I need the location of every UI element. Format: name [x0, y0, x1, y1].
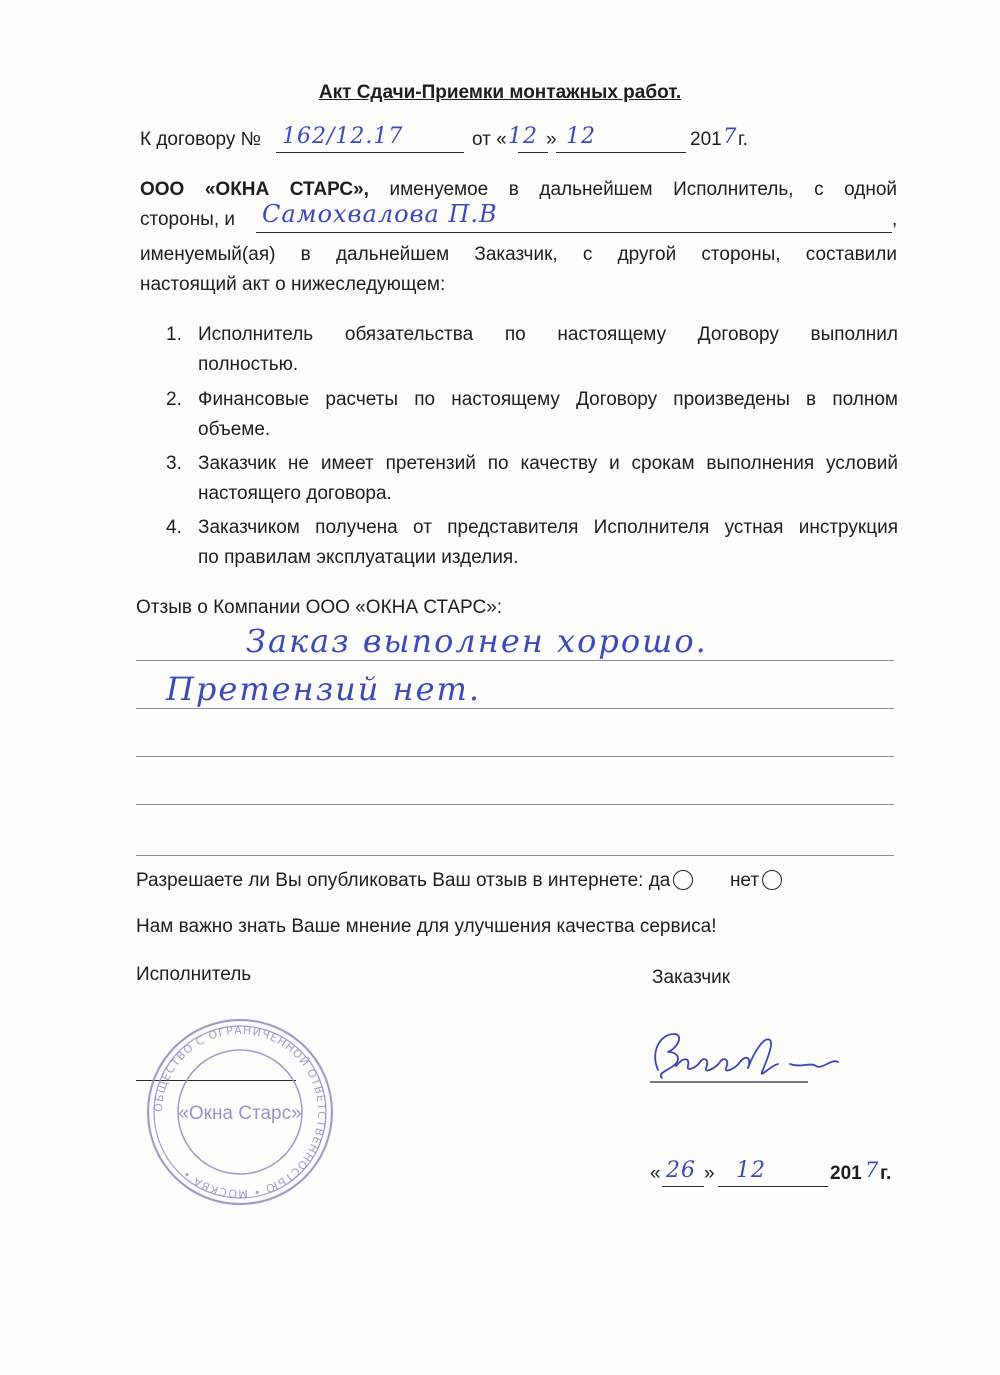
- feedback-note: Нам важно знать Ваше мнение для улучшения качества сервиса!: [136, 916, 717, 937]
- stamp-center-text: «Окна Старс»: [178, 1103, 302, 1124]
- review-line-3: [136, 756, 894, 757]
- review-line-4: [136, 804, 894, 805]
- list-item-line: Исполнитель обязательства по настоящему Договору выполнил: [198, 324, 898, 345]
- list-item-line: Заказчик не имеет претензий по качеству и срокам выполнения условий: [198, 453, 898, 474]
- list-item-line: объеме.: [198, 419, 271, 440]
- parties-line-1: [140, 178, 897, 202]
- publish-yes-radio[interactable]: [673, 870, 693, 890]
- customer-signature: [640, 1022, 860, 1092]
- list-item-number: 2.: [166, 389, 182, 410]
- contract-day-handwritten: 12: [508, 124, 538, 149]
- contract-day-line: [518, 152, 548, 153]
- contract-from-label: от «: [472, 129, 507, 150]
- parties-line-2-comma: ,: [892, 209, 898, 230]
- parties-line-1-text: именуемое в дальнейшем Исполнитель, с одной: [389, 179, 898, 200]
- list-item-line: Заказчиком получена от представителя Исполнителя устная инструкция: [198, 517, 898, 538]
- sign-date-close: »: [704, 1163, 715, 1184]
- parties-line-3: именуемый(ая) в дальнейшем Заказчик, с другой стороны, составили: [140, 244, 897, 265]
- contract-month-line: [556, 152, 686, 153]
- list-item-number: 3.: [166, 453, 182, 474]
- list-item-line: по правилам эксплуатации изделия.: [198, 547, 519, 568]
- stamp-ring-text: ОБЩЕСТВО С ОГРАНИЧЕННОЙ ОТВЕТСТВЕННОСТЬЮ • МОСКВА •: [151, 1023, 329, 1201]
- contract-year-suffix: г.: [738, 129, 748, 150]
- contract-year-digit-handwritten: 7: [723, 124, 738, 148]
- list-item-line: настоящего договора.: [198, 483, 392, 504]
- review-line-5: [136, 855, 894, 856]
- sign-date-day-handwritten: 26: [666, 1158, 696, 1183]
- list-item-line: полностью.: [198, 354, 299, 375]
- publish-yes-label: да: [648, 870, 671, 891]
- list-item: [166, 449, 906, 509]
- review-handwritten-line-2: Претензий нет.: [166, 670, 482, 708]
- customer-name-handwritten: Самохвалова П.В: [262, 200, 498, 228]
- review-line-2: [136, 708, 894, 709]
- sign-date-year-suffix: г.: [880, 1163, 892, 1184]
- customer-name-line: [256, 232, 892, 233]
- review-label: Отзыв о Компании ООО «ОКНА СТАРС»:: [136, 597, 503, 618]
- list-item: [166, 513, 906, 573]
- parties-line-2-prefix: стороны, и: [140, 209, 236, 230]
- customer-label: Заказчик: [652, 967, 731, 988]
- sign-date-month-line: [718, 1186, 828, 1187]
- sign-date-year-prefix: 201: [830, 1163, 862, 1184]
- publish-question: [136, 869, 782, 893]
- review-line-1: [136, 660, 894, 661]
- parties-line-4: настоящий акт о нижеследующем:: [140, 274, 446, 295]
- list-item-line: Финансовые расчеты по настоящему Договору произведены в полном: [198, 389, 898, 410]
- contract-number-handwritten: 162/12.17: [282, 124, 404, 149]
- list-item: [166, 320, 906, 380]
- contract-year-prefix: 201: [690, 129, 722, 150]
- publish-no-label: нет: [729, 870, 760, 891]
- executor-label: Исполнитель: [136, 964, 252, 985]
- sign-date-open: «: [650, 1163, 661, 1184]
- publish-no-radio[interactable]: [762, 870, 782, 890]
- company-stamp: [140, 1012, 340, 1212]
- sign-date-month-handwritten: 12: [736, 1158, 766, 1183]
- sign-date-day-line: [662, 1186, 704, 1187]
- contract-day-close: »: [546, 129, 557, 150]
- review-handwritten-line-1: Заказ выполнен хорошо.: [246, 622, 708, 660]
- contract-prefix: К договору №: [140, 129, 262, 150]
- document-title: Акт Сдачи-Приемки монтажных работ.: [318, 82, 682, 103]
- company-name: ООО «ОКНА СТАРС»,: [140, 179, 369, 200]
- list-item-number: 4.: [166, 517, 182, 538]
- list-item-number: 1.: [166, 324, 182, 345]
- contract-month-handwritten: 12: [566, 124, 596, 149]
- list-item: [166, 385, 906, 445]
- contract-number-line: [276, 152, 464, 153]
- publish-question-text: Разрешаете ли Вы опубликовать Ваш отзыв в интернете:: [136, 870, 644, 891]
- sign-date-year-digit-handwritten: 7: [865, 1158, 880, 1182]
